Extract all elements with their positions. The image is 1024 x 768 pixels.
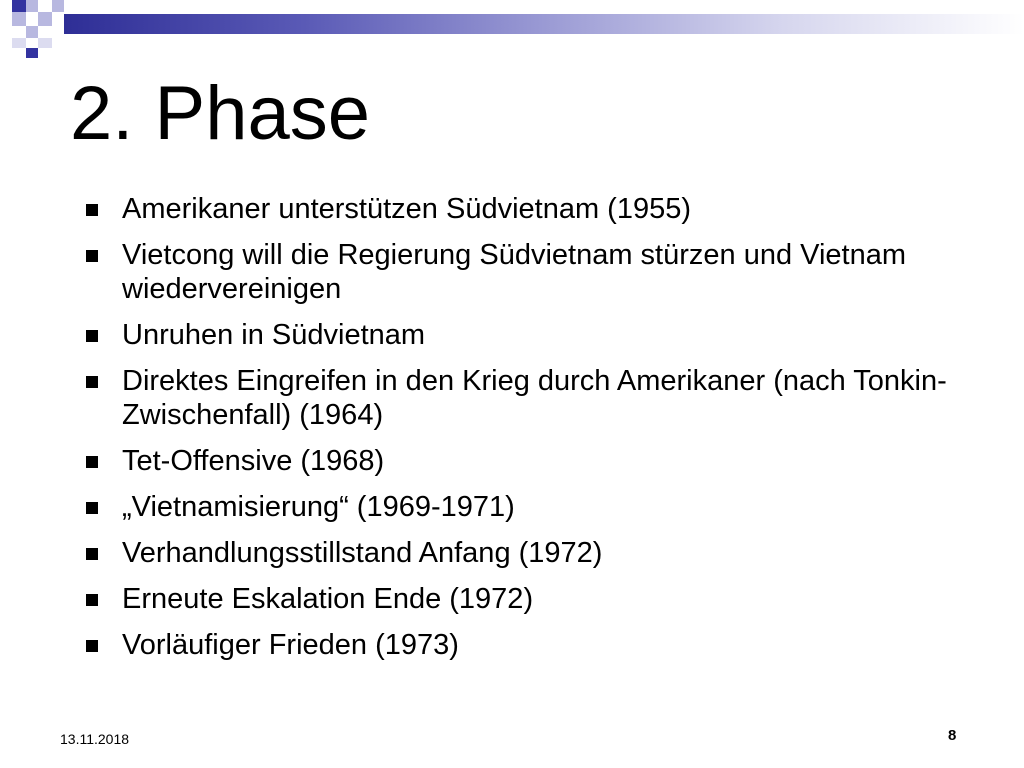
bullet-item [82, 318, 1002, 352]
footer-date: 13.11.2018 [60, 731, 130, 747]
header-gradient-bar [64, 14, 1024, 34]
slide-number: 8 [948, 727, 957, 744]
square-bullet-icon [86, 376, 98, 388]
square-bullet-icon [86, 204, 98, 216]
square-bullet-icon [86, 594, 98, 606]
bullet-item [82, 536, 1002, 570]
square-bullet-icon [86, 640, 98, 652]
slide-title: 2. Phase [70, 71, 370, 156]
bullet-text: Tet-Offensive (1968) [122, 445, 385, 477]
square-bullet-icon [86, 502, 98, 514]
decor-square [26, 26, 38, 38]
square-bullet-icon [86, 330, 98, 342]
bullet-text: Erneute Eskalation Ende (1972) [122, 583, 534, 615]
bullet-item [82, 238, 1002, 306]
decor-square [38, 38, 52, 48]
decor-square [26, 48, 38, 58]
bullet-text: Vietcong will die Regierung Südvietnam stürzen und Vietnam wiedervereinigen [122, 239, 907, 305]
decor-square [12, 38, 26, 48]
bullet-item [82, 444, 1002, 478]
decor-square [12, 0, 26, 12]
decor-square [52, 0, 64, 12]
decor-square [26, 0, 38, 12]
bullet-item [82, 582, 1002, 616]
square-bullet-icon [86, 548, 98, 560]
square-bullet-icon [86, 250, 98, 262]
bullet-item [82, 364, 1002, 432]
decor-square [12, 12, 26, 26]
square-bullet-icon [86, 456, 98, 468]
decor-square [38, 0, 52, 12]
bullet-text: Verhandlungsstillstand Anfang (1972) [122, 537, 603, 569]
bullet-item [82, 628, 1002, 662]
bullet-list [82, 192, 1002, 674]
bullet-text: Amerikaner unterstützen Südvietnam (1955) [122, 193, 692, 225]
bullet-item [82, 490, 1002, 524]
bullet-text: Unruhen in Südvietnam [122, 319, 426, 351]
bullet-text: „Vietnamisierung“ (1969-1971) [122, 491, 515, 523]
bullet-text: Vorläufiger Frieden (1973) [122, 629, 459, 661]
decor-square [38, 12, 52, 26]
bullet-item [82, 192, 1002, 226]
bullet-text: Direktes Eingreifen in den Krieg durch Amerikaner (nach Tonkin-Zwischenfall) (1964) [122, 365, 947, 431]
